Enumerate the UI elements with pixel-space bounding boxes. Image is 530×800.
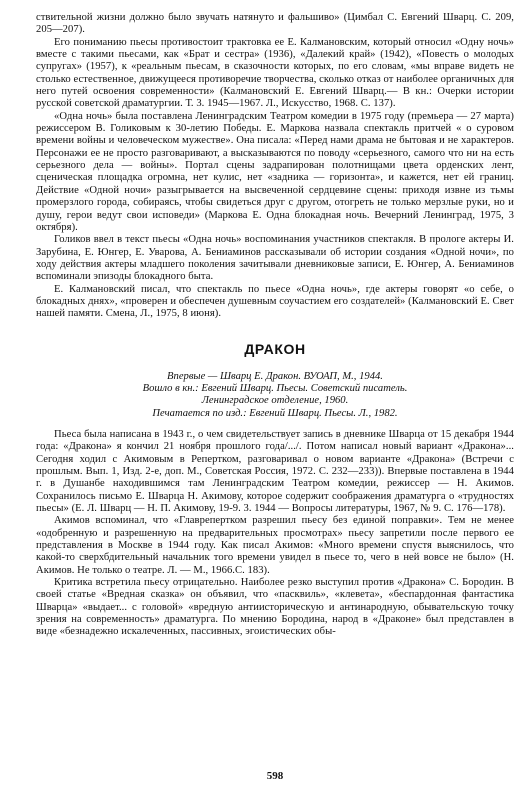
book-page (36, 12, 514, 792)
commentary-paragraph: Акимов вспоминал, что «Главрепертком разрешил пьесу без единой поправки». Тем не менее «одобренную и разрешенную на предварительных просмотрах» пьесу запретили после первого ее представления в Москве в 1944 году. Как писал Акимов: «Много времени спустя выяснилось, что какой-то сверхбдительный начальник того времени увидел в пьесе то, чего в ней вовсе не было» (Н. Акимов. Не только о театре. Л. — М., 1966.С. 183). (36, 515, 514, 576)
commentary-paragraph: Его пониманию пьесы противостоит трактовка ее Е. Калмановским, который относил «Одну ночь» вместе с такими пьесами, как «Брат и сестра» (1936), «Далекий край» (1942), «Повесть о молодых супругах» (1957), к «реальным пьесам, в сказочности которых, по его словам, «мы вправе видеть не столько естественное, движущееся противоречие творчества, сколько отказ от наиболее органичных для него путей освоения современности» (Калмановский Е. Евгений Шварц.— В кн.: Очерки истории русской советской драматургии. Т. 3. 1945—1967. Л., Искусство, 1968. С. 137). (36, 36, 514, 110)
section-commentary (36, 429, 514, 639)
commentary-paragraph: Е. Калмановский писал, что спектакль по пьесе «Одна ночь», где актеры говорят «о себе, о блокадных днях», «проверен и обеспечен душевным соучастием его создателей» (Калмановский Е. Свет нашей памяти. Смена, Л., 1975, 8 июня). (36, 283, 514, 320)
source-line: Вошло в кн.: Евгений Шварц. Пьесы. Советский писатель. (142, 382, 408, 394)
source-line: Печатается по изд.: Евгений Шварц. Пьесы. Л., 1982. (152, 407, 398, 419)
commentary-paragraph: Критика встретила пьесу отрицательно. Наиболее резко выступил против «Дракона» С. Бородин. В своей статье «Вредная сказка» он объявил, что «пасквиль», «клевета», «беспардонная фантастика Шварца» «выдает... с головой» «вредную антиисторическую и антинародную, обывательскую точку зрения на современность» драматурга. По мнению Бородина, народ в «Драконе» был представлен в виде «безнадежно искалеченных, пассивных, эгоистических обы- (36, 577, 514, 638)
commentary-paragraph: ствительной жизни должно было звучать натянуто и фальшиво» (Цимбал С. Евгений Шварц. С. 209, 205—207). (36, 12, 514, 36)
section-title: ДРАКОН (244, 340, 306, 357)
source-line: Ленинградское отделение, 1960. (201, 395, 349, 407)
commentary-paragraph: Голиков ввел в текст пьесы «Одна ночь» воспоминания участников спектакля. В прологе актеры И. Зарубина, Е. Юнгер, Е. Уварова, А. Бениаминов рассказывали об истории создания «Одной ночи», по ходу действия актеры младшего поколения зачитывали дневниковые записи, Е. Юнгер, А. Бениаминов вспоминали эпизоды блокадного быта. (36, 234, 514, 283)
previous-commentary (36, 12, 514, 321)
commentary-paragraph: Пьеса была написана в 1943 г., о чем свидетельствует запись в дневнике Шварца от 15 декабря 1944 года: «Дракона» я кончил 21 ноября прошлого года/.../. Потом написал новый вариант «Дракона»... Сегодня ходил с Акимовым в Репертком, разговаривал о новом варианте «Дракона» (Встречи с прошлым. Вып. 1, Изд. 2-е, доп. М., Советская Россия, 1972. С. 232—233)). Впервые поставлена в 1944 г. в Душанбе находившимся там Ленинградским Театром комедии, режиссер — Н. Акимов. Сохранилось письмо Е. Шварца Н. Акимову, которое содержит соображения драматурга о «трудностях пьесы» (Е. Л. Шварц — Н. П. Акимову, 19-9. 3. 1944 — Вопросы литературы, 1967, № 9. С. 176—178). (36, 428, 514, 515)
source-line: Впервые — Шварц Е. Дракон. ВУОАП, М., 1944. (167, 370, 383, 382)
publication-sources (36, 371, 514, 420)
commentary-paragraph: «Одна ночь» была поставлена Ленинградским Театром комедии в 1975 году (премьера — 27 марта) режиссером В. Голиковым к 30-летию Победы. Е. Маркова назвала спектакль притчей « о суровом времени войны и человеческом мужестве». Она писала: «Перед нами драма не бытовая и не характеров. Персонажи ее не просто разговаривают, а высказываются по поводу «серьезного, самого что ни на есть серьезного дела — войны». Портал сцены задрапирован полотнищами цвета орденских лент, сценическая площадка огромна, нет кулис, нет «задника — горизонта», и кажется, нет ей границ. Действие «Одной ночи» разыгрывается на высвеченной сердцевине сцены: приходя извне из тьмы промерзлого города, собираясь, чтобы свидеться друг с другом, отогреть не только мерзлые руки, но и душу, герои ведут свои исповеди» (Маркова Е. Одна блокадная ночь. Вечерний Ленинград, 1975, 3 октября). (36, 110, 514, 233)
page-number: 598 (266, 770, 284, 782)
